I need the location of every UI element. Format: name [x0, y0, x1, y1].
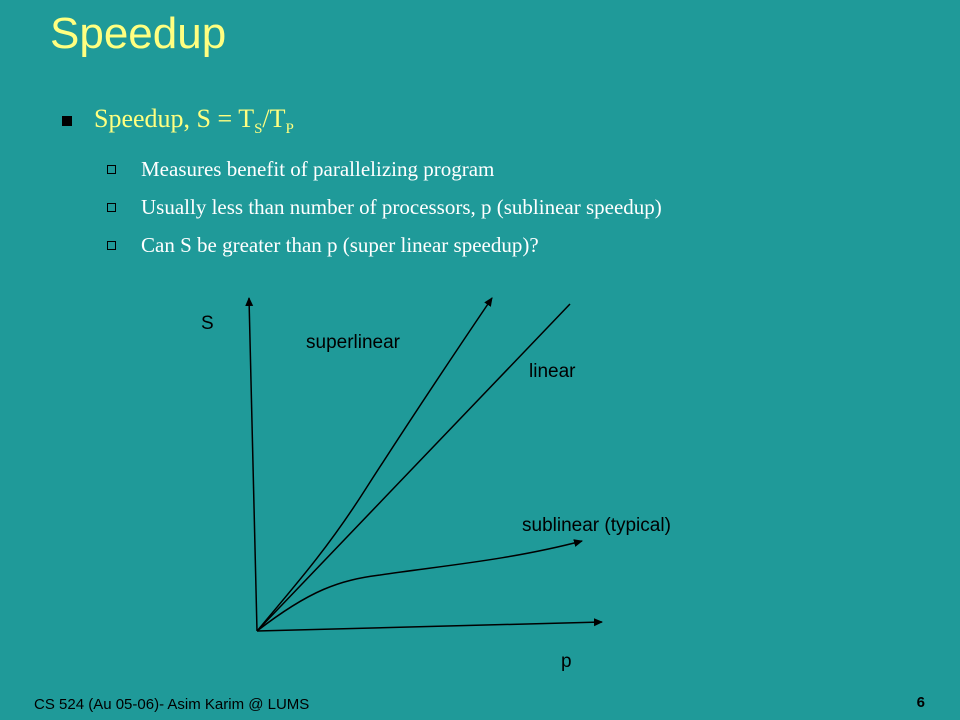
linear-line — [257, 304, 570, 631]
sub-bullet-text: Can S be greater than p (super linear speedup)? — [141, 232, 539, 257]
superlinear-label: superlinear — [306, 332, 400, 353]
formula-mid: /T — [262, 104, 286, 133]
footer-course-info: CS 524 (Au 05-06)- Asim Karim @ LUMS — [34, 696, 310, 713]
page-number: 6 — [916, 694, 925, 711]
sub-bullet-text: Usually less than number of processors, p (sublinear speedup) — [141, 194, 662, 219]
x-axis — [257, 622, 602, 631]
formula-subscript-p: P — [285, 121, 294, 138]
sub-bullet-text: Measures benefit of parallelizing program — [141, 156, 495, 181]
sublinear-label: sublinear (typical) — [522, 515, 671, 536]
sublinear-curve — [257, 541, 582, 631]
slide-title: Speedup — [50, 9, 227, 58]
y-axis-label: S — [201, 313, 214, 334]
linear-label: linear — [529, 361, 576, 382]
formula-prefix: Speedup, S = T — [94, 104, 255, 133]
y-axis — [249, 298, 257, 631]
x-axis-label: p — [561, 651, 572, 672]
formula-subscript-s: S — [254, 121, 263, 138]
